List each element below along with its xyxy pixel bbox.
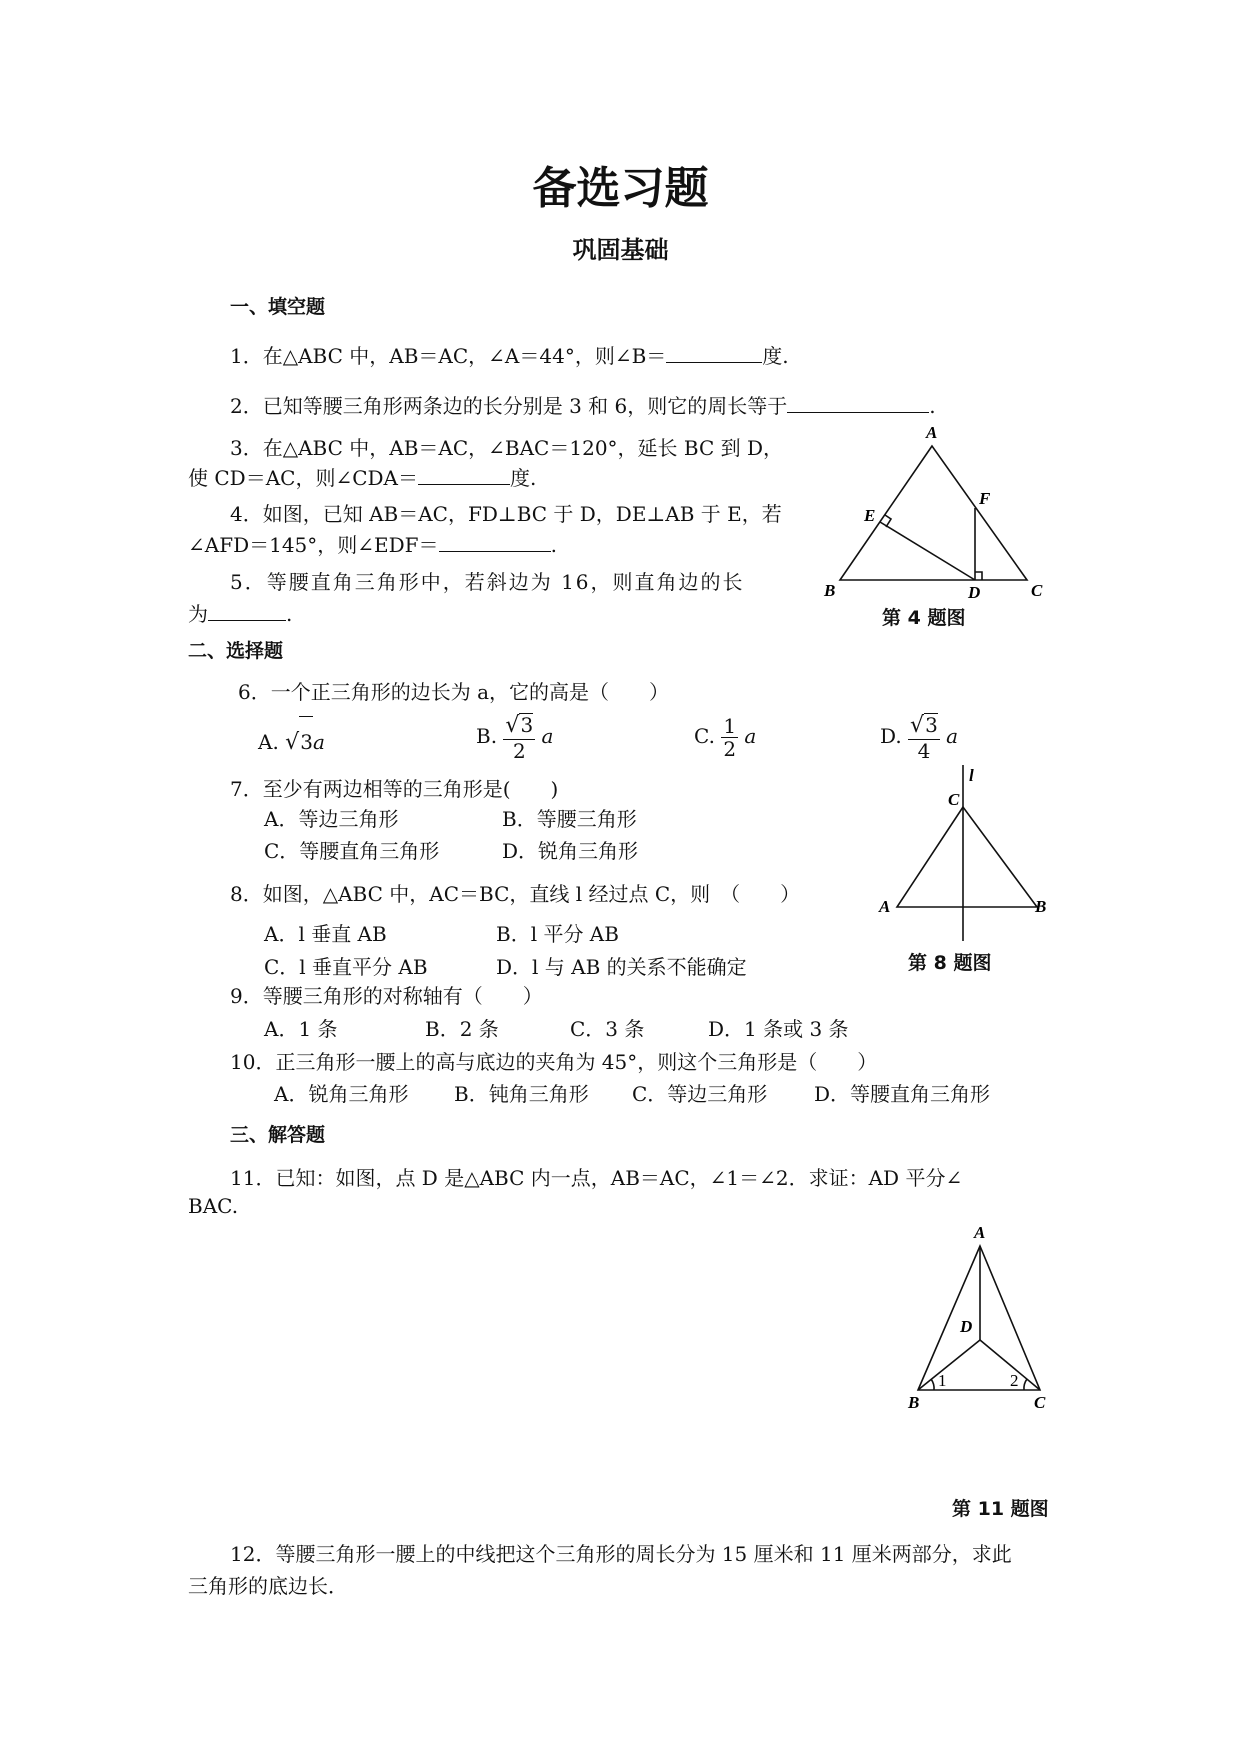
q6-option-a[interactable] (258, 716, 325, 766)
fig11-label-angle-2: 2 (1010, 1371, 1019, 1390)
fig8-label-l: l (969, 766, 974, 785)
fig8-label-a: A (879, 897, 891, 916)
sqrt-icon: √ (285, 730, 300, 755)
q8-option-b[interactable]: B．l 平分 AB (496, 922, 619, 946)
fig8-label-c: C (948, 790, 960, 809)
q6-option-c-var: a (744, 724, 757, 748)
fig4-segment-de (880, 522, 975, 580)
figure-4-caption: 第 4 题图 (882, 607, 966, 629)
sqrt-icon: √ (505, 713, 520, 739)
fig11-label-c: C (1034, 1393, 1046, 1412)
q7-option-b[interactable]: B．等腰三角形 (502, 807, 637, 831)
q10-option-d[interactable]: D．等腰直角三角形 (814, 1082, 991, 1106)
fig11-label-d: D (960, 1317, 973, 1336)
fig11-angle-arc-2 (1024, 1379, 1027, 1390)
q10-option-b[interactable]: B．钝角三角形 (454, 1082, 589, 1106)
fig4-right-angle-d (975, 572, 982, 580)
fig4-label-a: A (926, 423, 938, 442)
fig4-label-e: E (864, 506, 876, 525)
q6-option-a-var: a (312, 730, 325, 754)
section-multiple-choice: 二、选择题 (188, 640, 284, 662)
q6-option-b-fraction: $\frac{√3}{2}$ (505, 713, 534, 763)
answer-blank-2[interactable] (787, 394, 929, 413)
q7-option-d[interactable]: D．锐角三角形 (502, 839, 639, 863)
q8-option-c[interactable]: C．l 垂直平分 AB (264, 955, 428, 979)
figure-11-diagram (900, 1222, 1060, 1418)
q8-option-a[interactable]: A．l 垂直 AB (264, 922, 387, 946)
question-6: 6．一个正三角形的边长为 a，它的高是（ ） (238, 680, 670, 704)
fig11-triangle-abc (918, 1246, 1040, 1390)
q6-option-b-var: a (541, 724, 554, 748)
question-4-end: . (550, 533, 557, 557)
question-11-line-2: BAC. (188, 1194, 239, 1218)
question-2 (230, 390, 936, 419)
q9-option-c[interactable]: C．3 条 (570, 1017, 645, 1041)
question-3-line-1: 3．在△ABC 中，AB＝AC，∠BAC＝120°，延长 BC 到 D， (230, 436, 784, 460)
question-12-line-2: 三角形的底边长． (188, 1574, 348, 1598)
question-3-text: 使 CD＝AC，则∠CDA＝ (188, 466, 418, 490)
question-12-line-1: 12．等腰三角形一腰上的中线把这个三角形的周长分为 15 厘米和 11 厘米两部分，求此 (230, 1542, 1012, 1566)
question-5-end: . (286, 602, 293, 626)
q7-option-c[interactable]: C．等腰直角三角形 (264, 839, 440, 863)
figure-4-diagram (820, 420, 1060, 600)
figure-8-diagram (875, 765, 1055, 945)
question-10: 10．正三角形一腰上的高与底边的夹角为 45°，则这个三角形是（ ） (230, 1050, 878, 1074)
question-4-line-1: 4．如图，已知 AB＝AC，FD⊥BC 于 D，DE⊥AB 于 E，若 (230, 502, 782, 526)
q7-option-a[interactable]: A．等边三角形 (264, 807, 399, 831)
question-9: 9．等腰三角形的对称轴有（ ） (230, 984, 543, 1008)
question-1-end: 度. (762, 344, 789, 368)
question-2-end: . (929, 394, 936, 418)
q9-option-d[interactable]: D．1 条或 3 条 (708, 1017, 849, 1041)
fig4-label-c: C (1031, 581, 1043, 600)
q6-option-c-fraction: $\frac{1}{2}$ (723, 714, 737, 761)
q6-option-d-label: D. (880, 724, 902, 748)
fig11-label-b: B (908, 1393, 920, 1412)
q9-option-b[interactable]: B．2 条 (425, 1017, 499, 1041)
question-2-text: 2．已知等腰三角形两条边的长分别是 3 和 6，则它的周长等于 (230, 394, 788, 418)
question-5-line-1: 5．等腰直角三角形中，若斜边为 16，则直角边的长 (230, 570, 745, 594)
fig8-triangle-abc (897, 807, 1037, 907)
sqrt-icon: √ (910, 713, 925, 739)
q6-option-a-label: A. (258, 730, 279, 754)
section-fill-in: 一、填空题 (230, 296, 326, 318)
q6-option-b-label: B. (476, 724, 498, 748)
q9-option-a[interactable]: A．1 条 (264, 1017, 338, 1041)
question-11-line-1: 11．已知：如图，点 D 是△ABC 内一点，AB＝AC，∠1＝∠2．求证：AD 平分∠ (230, 1166, 963, 1190)
q10-option-a[interactable]: A．锐角三角形 (274, 1082, 409, 1106)
q6-option-c[interactable] (694, 706, 756, 766)
fig4-label-d: D (968, 583, 981, 600)
answer-blank-5[interactable] (208, 602, 286, 621)
fig11-label-angle-1: 1 (938, 1371, 947, 1390)
question-3-line-2 (188, 462, 536, 491)
page-subtitle: 巩固基础 (572, 236, 669, 264)
fig11-angle-arc-1 (931, 1379, 934, 1390)
fig11-segment-bd (918, 1340, 980, 1390)
figure-8-caption: 第 8 题图 (908, 952, 992, 974)
answer-blank-3[interactable] (418, 466, 510, 485)
fig4-label-f: F (979, 489, 991, 508)
q6-option-d-fraction: $\frac{√3}{4}$ (910, 713, 938, 763)
q6-option-d[interactable] (880, 706, 958, 766)
question-1 (230, 340, 789, 369)
page-title: 备选习题 (532, 163, 709, 214)
question-7: 7．至少有两边相等的三角形是( ) (230, 777, 559, 801)
question-5-line-2 (188, 598, 292, 627)
answer-blank-4[interactable] (439, 533, 551, 552)
question-3-end: 度. (509, 466, 537, 490)
fig4-label-b: B (824, 581, 836, 600)
q6-option-a-radicand: 3 (299, 716, 313, 767)
q10-option-c[interactable]: C．等边三角形 (632, 1082, 768, 1106)
question-4-line-2 (188, 529, 557, 558)
question-4-text: ∠AFD＝145°，则∠EDF＝ (188, 533, 439, 557)
answer-blank-1[interactable] (666, 344, 762, 363)
question-8: 8．如图，△ABC 中，AC＝BC，直线 l 经过点 C，则 （ ） (230, 882, 801, 906)
q6-option-b[interactable] (476, 706, 553, 766)
section-solutions: 三、解答题 (230, 1124, 326, 1146)
fig11-label-a: A (974, 1223, 986, 1242)
question-5-text: 为 (188, 602, 208, 626)
fig8-label-b: B (1035, 897, 1047, 916)
q6-option-c-label: C. (694, 724, 715, 748)
question-1-text: 1．在△ABC 中，AB＝AC，∠A＝44°，则∠B＝ (230, 344, 667, 368)
figure-11-caption: 第 11 题图 (952, 1498, 1049, 1520)
q6-option-d-var: a (946, 724, 959, 748)
q8-option-d[interactable]: D．l 与 AB 的关系不能确定 (496, 955, 747, 979)
